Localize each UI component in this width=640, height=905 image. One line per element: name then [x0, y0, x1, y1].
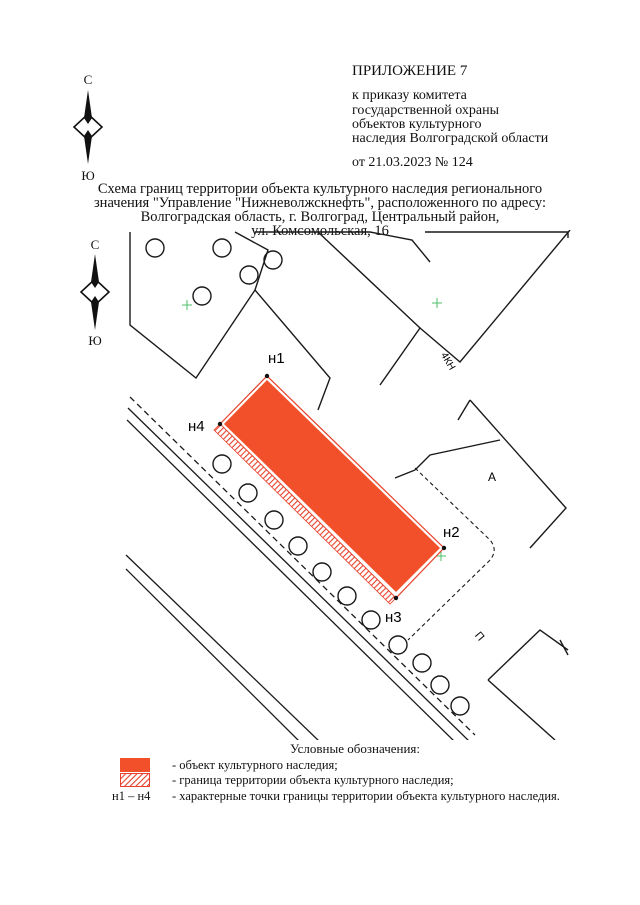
- scheme-title-line-3: Волгоградская область, г. Волгоград, Центральный район,: [140, 209, 500, 225]
- scheme-title-line-2: значения "Управление "Нижневолжскнефть", расположенного по адресу:: [93, 195, 547, 211]
- map-compass-south-label: Ю: [88, 333, 102, 348]
- site-plan-map: [0, 230, 640, 740]
- point-label-n3: н3: [385, 609, 402, 626]
- point-label-n4: н4: [188, 418, 205, 435]
- legend-object-swatch: [120, 758, 150, 772]
- order-line-1: к приказу комитета: [352, 88, 467, 103]
- order-line-4: наследия Волгоградской области: [352, 131, 549, 146]
- compass-arrow-icon: [68, 88, 108, 166]
- point-label-n2: н2: [443, 524, 460, 541]
- compass-south-label: Ю: [81, 168, 95, 183]
- order-line-3: объектов культурного: [352, 117, 482, 132]
- map-compass-north-label: С: [90, 237, 100, 252]
- building-label-p: П: [472, 629, 487, 644]
- scheme-title-line-4: ул. Комсомольская, 16: [251, 223, 389, 239]
- compass-north-label: С: [83, 72, 93, 87]
- point-label-n1: н1: [268, 350, 285, 367]
- order-line-2: государственной охраны: [352, 103, 500, 118]
- legend-item-points: - характерные точки границы территории объекта культурного наследия.: [172, 789, 560, 803]
- legend-points-symbol: н1 – н4: [112, 789, 151, 803]
- legend-item-boundary: - граница территории объекта культурного наследия;: [172, 773, 454, 787]
- legend-heading: Условные обозначения:: [290, 741, 421, 756]
- building-label-4kn: 4КН: [438, 350, 458, 373]
- legend-item-object: - объект культурного наследия;: [172, 758, 338, 772]
- building-label-a: А: [488, 470, 497, 484]
- order-date: от 21.03.2023 № 124: [352, 155, 473, 170]
- appendix-title: ПРИЛОЖЕНИЕ 7: [352, 63, 468, 79]
- heritage-object-fill: [224, 380, 440, 592]
- scheme-title-line-1: Схема границ территории объекта культурного наследия регионального: [97, 181, 543, 197]
- legend-boundary-swatch: [120, 773, 150, 787]
